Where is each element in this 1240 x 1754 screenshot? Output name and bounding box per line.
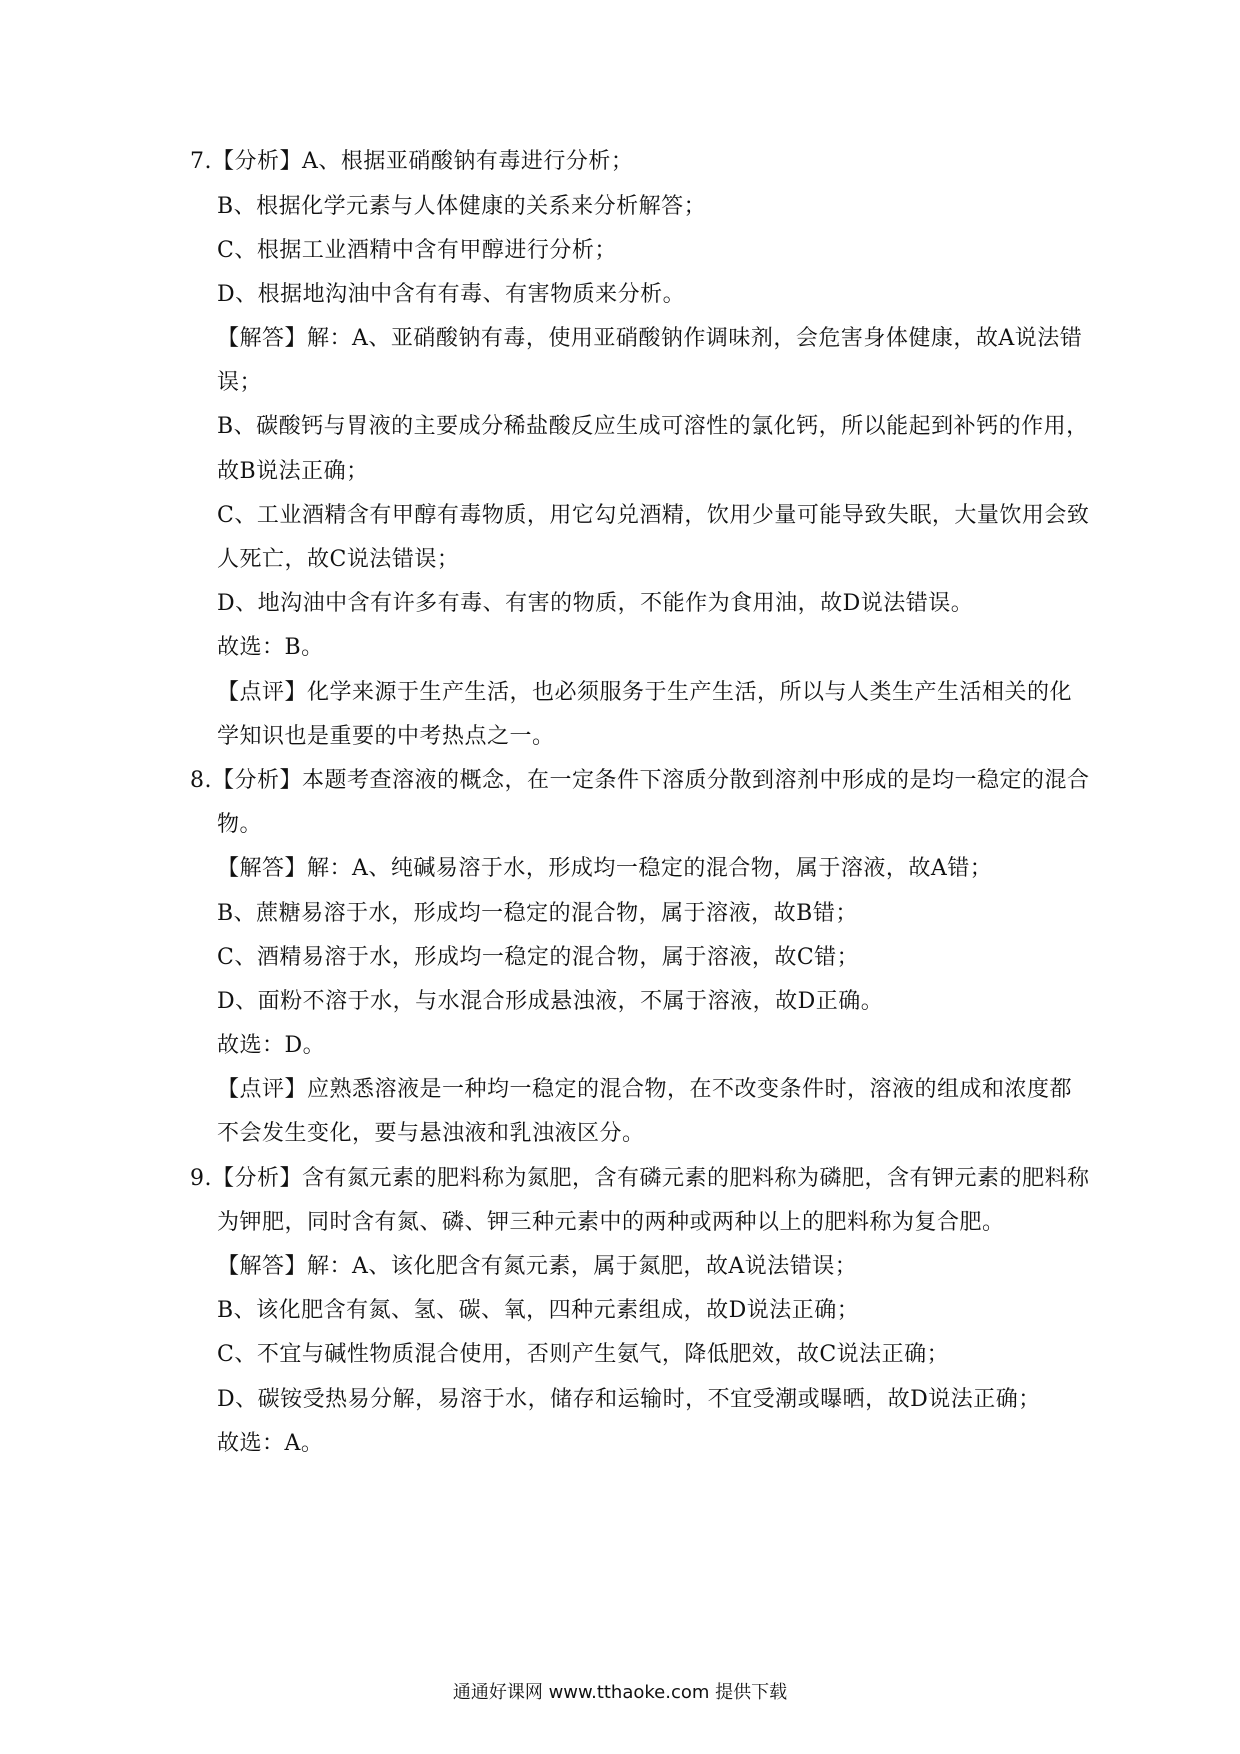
text-line: 【解答】解：A、纯碱易溶于水，形成均一稳定的混合物，属于溶液，故A错； bbox=[217, 856, 993, 881]
text-line: 误； bbox=[217, 370, 263, 395]
text-line: 【解答】解：A、该化肥含有氮元素，属于氮肥，故A说法错误； bbox=[217, 1254, 858, 1279]
text-line: 【点评】应熟悉溶液是一种均一稳定的混合物，在不改变条件时，溶液的组成和浓度都 bbox=[217, 1077, 1073, 1102]
page-footer: 通通好课网 www.tthaoke.com 提供下载 bbox=[452, 1682, 788, 1703]
text-line: 人死亡，故C说法错误； bbox=[217, 547, 460, 572]
text-line: B、碳酸钙与胃液的主要成分稀盐酸反应生成可溶性的氯化钙，所以能起到补钙的作用， bbox=[217, 414, 1089, 439]
text-line: C、工业酒精含有甲醇有毒物质，用它勾兑酒精，饮用少量可能导致失眠，大量饮用会致 bbox=[217, 503, 1090, 528]
text-line: 故选：B。 bbox=[217, 635, 324, 660]
text-line: 7.【分析】A、根据亚硝酸钠有毒进行分析； bbox=[190, 149, 634, 174]
text-line: C、酒精易溶于水，形成均一稳定的混合物，属于溶液，故C错； bbox=[217, 945, 860, 970]
text-line: 8.【分析】本题考查溶液的概念，在一定条件下溶质分散到溶剂中形成的是均一稳定的混合 bbox=[190, 768, 1090, 793]
text-line: B、根据化学元素与人体健康的关系来分析解答； bbox=[217, 194, 707, 219]
text-line: 故选：D。 bbox=[217, 1033, 326, 1058]
text-line: D、碳铵受热易分解，易溶于水，储存和运输时，不宜受潮或曝晒，故D说法正确； bbox=[217, 1387, 1041, 1412]
text-line: C、不宜与碱性物质混合使用，否则产生氨气，降低肥效，故C说法正确； bbox=[217, 1342, 950, 1367]
text-line: D、根据地沟油中含有有毒、有害物质来分析。 bbox=[217, 282, 686, 307]
text-line: 故选：A。 bbox=[217, 1431, 324, 1456]
text-line: C、根据工业酒精中含有甲醇进行分析； bbox=[217, 238, 617, 263]
text-line: B、该化肥含有氮、氢、碳、氧，四种元素组成，故D说法正确； bbox=[217, 1298, 860, 1323]
text-line: B、蔗糖易溶于水，形成均一稳定的混合物，属于溶液，故B错； bbox=[217, 901, 858, 926]
text-line: 【点评】化学来源于生产生活，也必须服务于生产生活，所以与人类生产生活相关的化 bbox=[217, 680, 1073, 705]
text-line: 不会发生变化，要与悬浊液和乳浊液区分。 bbox=[217, 1121, 645, 1146]
text-line: D、面粉不溶于水，与水混合形成悬浊液，不属于溶液，故D正确。 bbox=[217, 989, 884, 1014]
text-line: 故B说法正确； bbox=[217, 459, 369, 484]
text-line: 学知识也是重要的中考热点之一。 bbox=[217, 724, 555, 749]
text-line: 【解答】解：A、亚硝酸钠有毒，使用亚硝酸钠作调味剂，会危害身体健康，故A说法错 bbox=[217, 326, 1083, 351]
text-line: 9.【分析】含有氮元素的肥料称为氮肥，含有磷元素的肥料称为磷肥，含有钾元素的肥料称 bbox=[190, 1166, 1090, 1191]
text-line: D、地沟油中含有许多有毒、有害的物质，不能作为食用油，故D说法错误。 bbox=[217, 591, 974, 616]
text-line: 物。 bbox=[217, 812, 263, 837]
text-line: 为钾肥，同时含有氮、磷、钾三种元素中的两种或两种以上的肥料称为复合肥。 bbox=[217, 1210, 1005, 1235]
